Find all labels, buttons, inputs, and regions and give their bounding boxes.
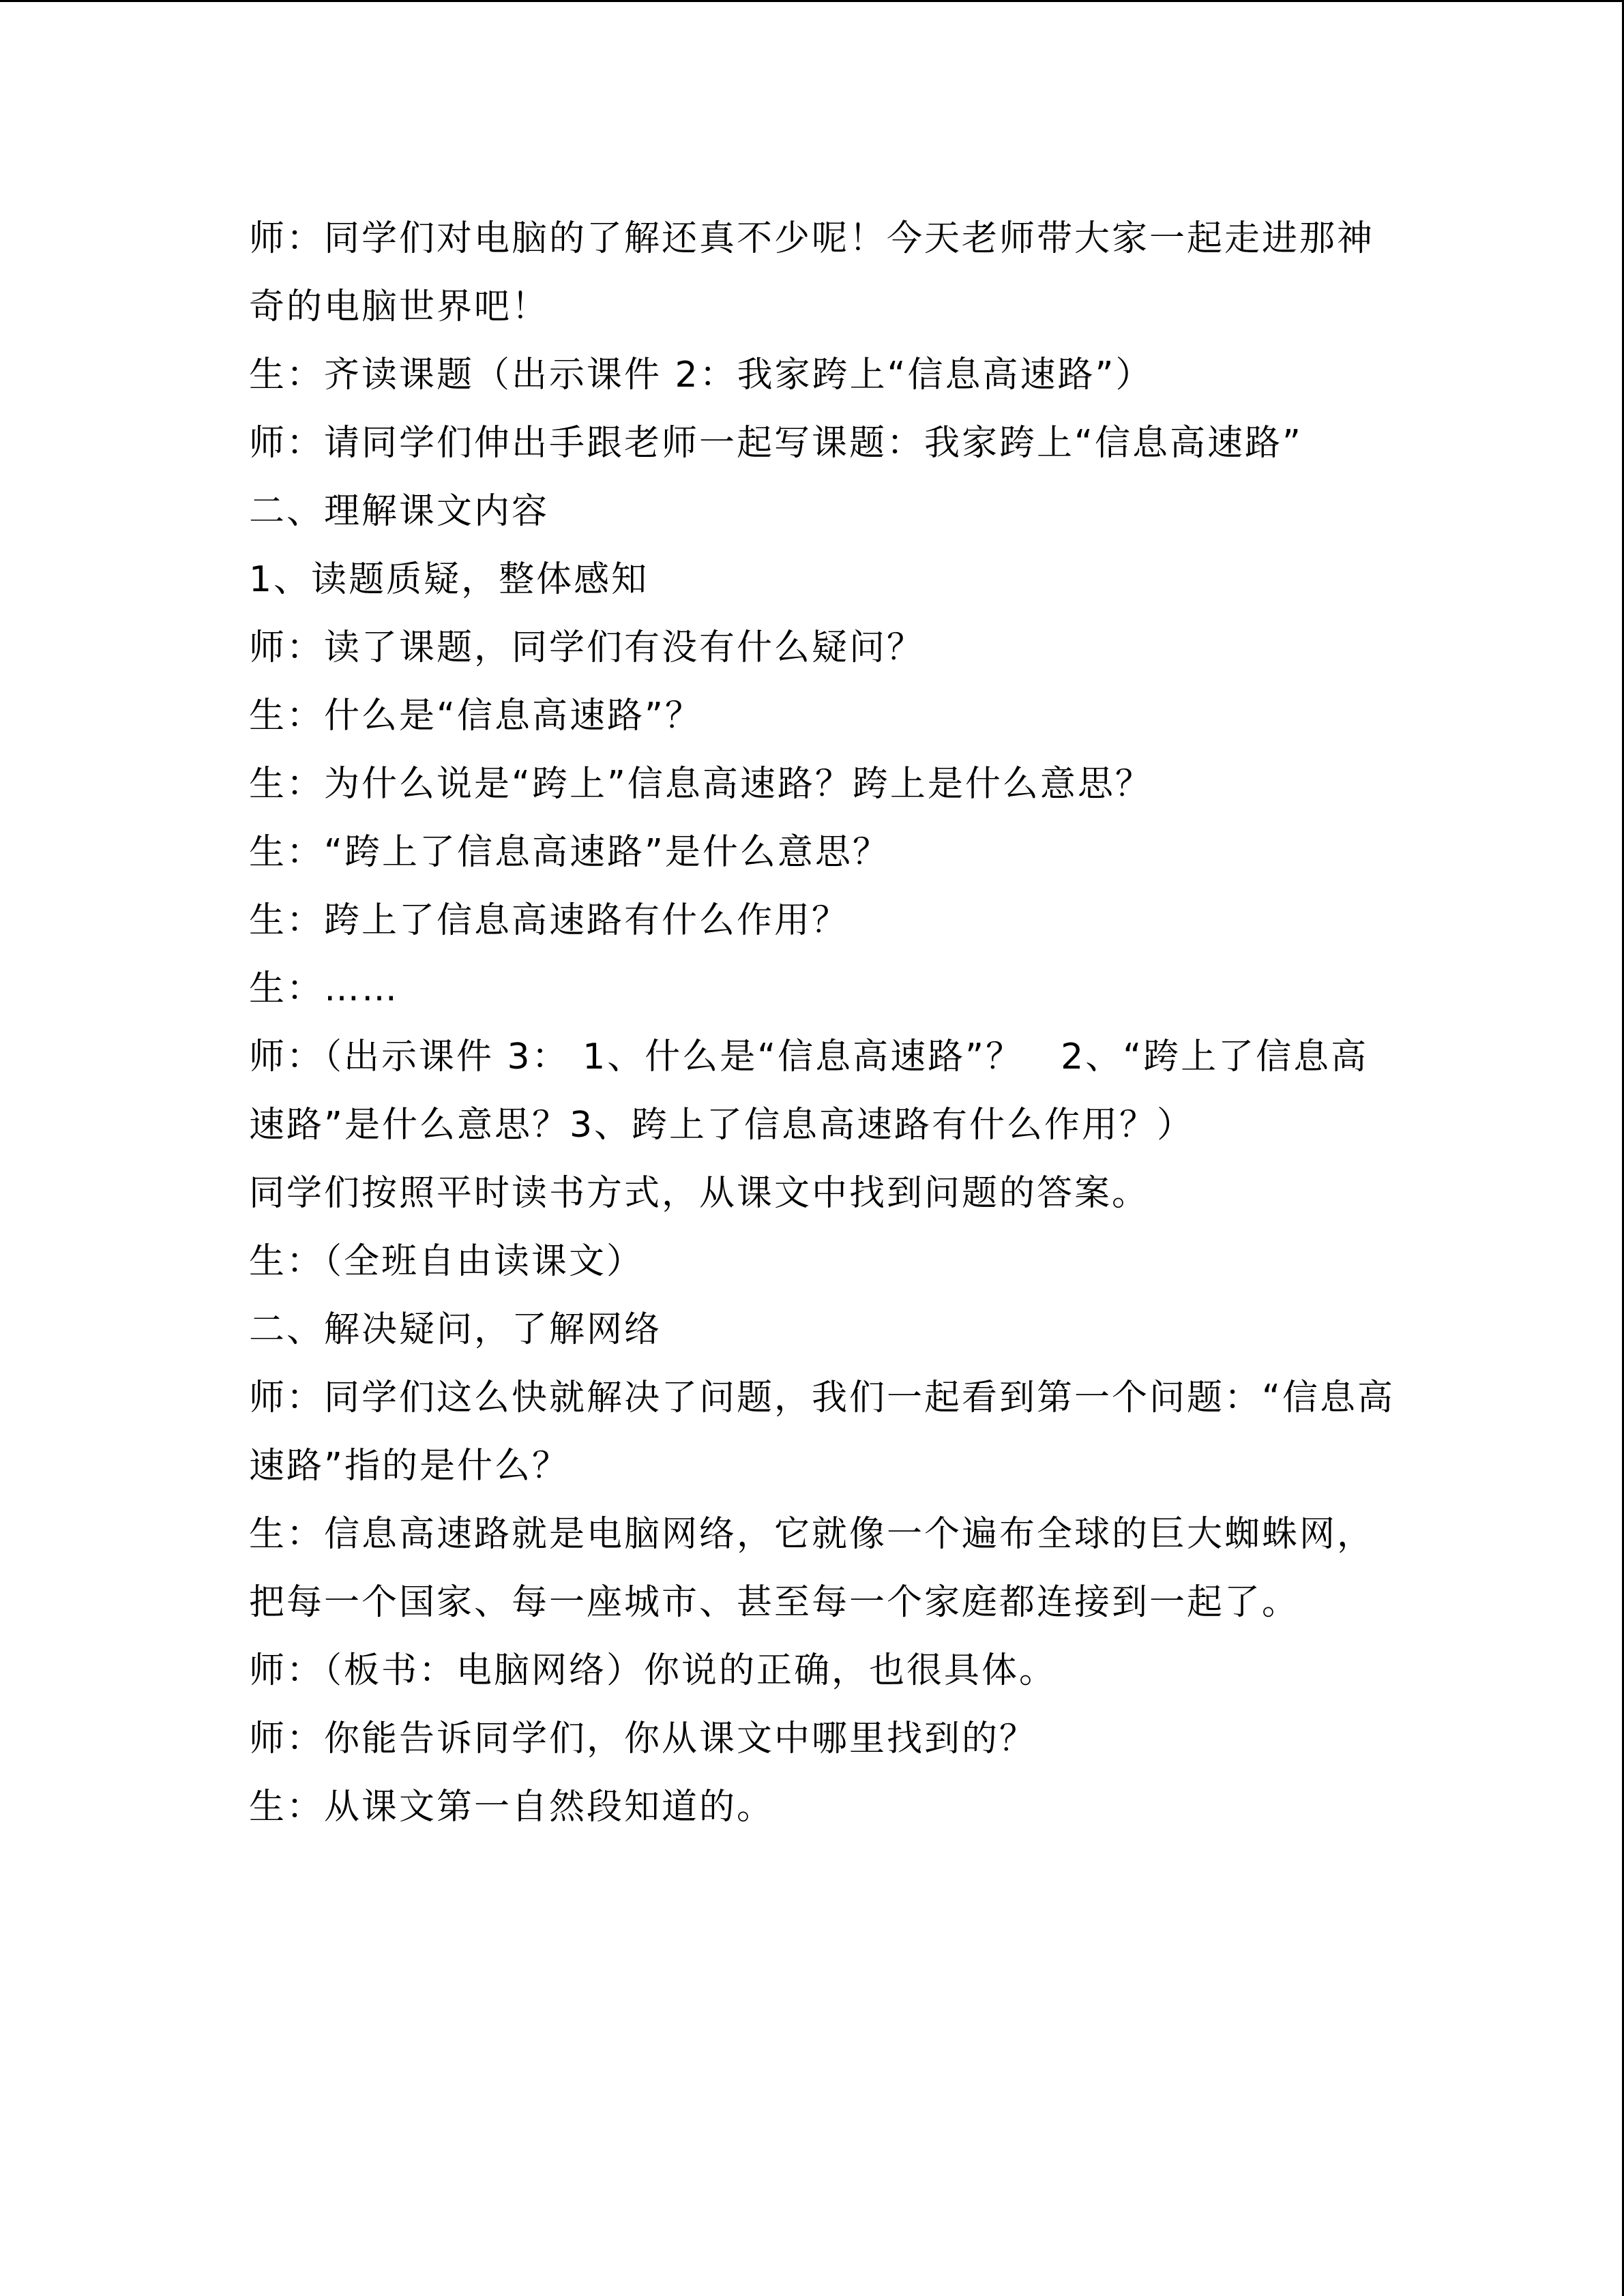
paragraph: 生：（全班自由读课文）: [249, 1241, 645, 1282]
paragraph: 师：你能告诉同学们，你从课文中哪里找到的？: [249, 1718, 1037, 1759]
paragraph: 师：（板书：电脑网络）你说的正确，也很具体。: [249, 1650, 1057, 1691]
paragraph: 师：读了课题，同学们有没有什么疑问？: [249, 627, 925, 668]
paragraph: 师：同学们对电脑的了解还真不少呢！今天老师带大家一起走进那神奇的电脑世界吧！: [249, 218, 1375, 327]
paragraph: 生：什么是“信息高速路”？: [249, 696, 703, 736]
paragraph: 师：同学们这么快就解决了问题，我们一起看到第一个问题：“信息高速路”指的是什么？: [249, 1377, 1395, 1487]
paragraph: 生：从课文第一自然段知道的。: [249, 1787, 775, 1828]
document-body: [249, 205, 1395, 1841]
page-top-border: [0, 0, 1624, 2]
section-heading: 二、解决疑问，了解网络: [249, 1309, 662, 1350]
paragraph: 生：跨上了信息高速路有什么作用？: [249, 900, 850, 941]
paragraph: 师：（出示课件 3： 1、什么是“信息高速路”？ 2、“跨上了信息高速路”是什么意思？3、跨上了信息高速路有什么作用？）: [249, 1037, 1369, 1146]
paragraph: 师：请同学们伸出手跟老师一起写课题：我家跨上“信息高速路”: [249, 423, 1303, 464]
paragraph: 生：为什么说是“跨上”信息高速路？跨上是什么意思？: [249, 764, 1153, 805]
paragraph: 生：信息高速路就是电脑网络，它就像一个遍布全球的巨大蜘蛛网，把每一个国家、每一座城市、甚至每一个家庭都连接到一起了。: [249, 1514, 1375, 1623]
paragraph: 生：“跨上了信息高速路”是什么意思？: [249, 832, 890, 873]
subsection-heading: 1、读题质疑，整体感知: [249, 559, 649, 600]
section-heading: 二、理解课文内容: [249, 491, 550, 532]
paragraph: 同学们按照平时读书方式，从课文中找到问题的答案。: [249, 1173, 1150, 1214]
paragraph: 生：齐读课题（出示课件 2：我家跨上“信息高速路”）: [249, 355, 1153, 396]
paragraph: 生：……: [249, 968, 400, 1009]
